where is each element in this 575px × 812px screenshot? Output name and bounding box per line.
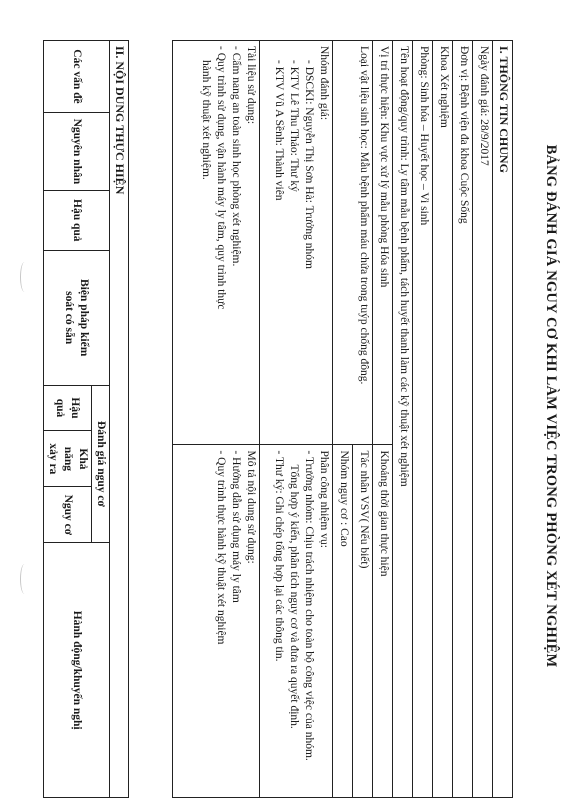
- document-title: BẢNG ĐÁNH GIÁ NGUY CƠ KHI LÀM VIỆC TRONG PHÒNG XÉT NGHIỆM: [543, 144, 559, 668]
- desc-item: - Hướng dẫn sử dụng máy ly tâm: [230, 450, 242, 603]
- assessor-item: - KTV Vũ A Sềnh: Thành viên: [273, 60, 285, 201]
- usage-description: [173, 445, 260, 798]
- doc-item: - Quy trình sử dụng, vận hành máy ly tâm, quy trình thực: [215, 46, 227, 310]
- activity-name: Tên hoạt động/quy trình: Ly tâm mẫu bệnh phẩm, tách huyết thanh làm các kỹ thuật xét nghiệm: [393, 41, 413, 798]
- department-name: Khoa Xét nghiệm: [433, 41, 453, 798]
- duty-item: Tổng hợp ý kiến, phân tích nguy cơ và đưa ra quyết định.: [288, 464, 300, 729]
- risk-group: Nhóm nguy cơ : Cao: [333, 445, 353, 798]
- col-actions: Hành động/khuyến nghị: [44, 543, 110, 798]
- section-1-heading: I. THÔNG TIN CHUNG: [493, 41, 513, 798]
- docs-label: Tài liệu sử dụng:: [245, 46, 257, 125]
- col-controls-line2: soát có sẵn: [63, 291, 76, 345]
- col-causes: Nguyên nhân: [44, 112, 110, 190]
- col-impact: [44, 385, 92, 431]
- doc-item: - Cẩm nang an toàn sinh học phòng xét nghiệm.: [230, 46, 242, 267]
- location: Vị trí thực hiện: Khu vực xử lý mẫu phòng Hóa sinh: [373, 41, 393, 445]
- assessor-item: - KTV Lê Thu Thảo: Thư ký: [288, 60, 300, 192]
- duties-label: Phân công nhiệm vụ:: [318, 450, 330, 548]
- agent-label: Tác nhân VSV( Nếu biết): [353, 445, 373, 798]
- assessors-label: Nhóm đánh giá:: [318, 46, 330, 121]
- col-controls: [44, 250, 110, 385]
- col-controls-line1: Biện pháp kiểm: [78, 278, 91, 357]
- general-info-table: [172, 40, 513, 798]
- duty-assignment: [260, 445, 333, 798]
- assessor-item: - DSCKI: Nguyễn Thị Sơn Hà: Trưởng nhóm: [303, 60, 315, 269]
- col-risk-assessment: Đánh giá nguy cơ: [92, 385, 110, 543]
- time-label: Khoảng thời gian thực hiện: [373, 445, 393, 798]
- col-impact-line2: quả: [54, 398, 67, 418]
- doc-item: hành kỹ thuật xét nghiệm.: [200, 60, 212, 180]
- assessment-team: [260, 41, 333, 445]
- col-impact-line1: Hậu: [69, 397, 82, 419]
- room-name: Phòng: Sinh hóa – Huyết học – Vi sinh: [413, 41, 433, 798]
- desc-item: - Quy trình thực hành kỹ thuật xét nghiệm: [215, 450, 227, 645]
- col-issues: Các vấn đề: [44, 41, 110, 113]
- implementation-table: [43, 40, 129, 798]
- duty-item: - Trưởng nhóm: Chịu trách nhiệm cho toàn bộ công việc của nhóm.: [303, 450, 315, 761]
- col-likelihood-line1: Khả năng: [62, 446, 89, 472]
- section-2-heading: II. NỘI DUNG THỰC HIỆN: [110, 41, 129, 798]
- col-likelihood-line2: xảy ra: [47, 443, 59, 475]
- assessment-date: Ngày đánh giá: 28/9/2017: [473, 41, 493, 798]
- desc-label: Mô tả nội dung sử dụng:: [245, 450, 257, 564]
- col-risk-line1: Nguy cơ: [62, 494, 74, 536]
- unit-name: Đơn vị: Bệnh viện đa khoa Cuộc Sống: [453, 41, 473, 798]
- col-consequences: Hậu quả: [44, 190, 110, 250]
- col-risk: [44, 487, 92, 543]
- reference-documents: [173, 41, 260, 445]
- duty-item: - Thư ký: Ghi chép tổng hợp lại các thông tin.: [273, 450, 285, 662]
- specimen-type: Loại vật liệu sinh học: Mẫu bệnh phẩm máu chứa trong tuýp chống đông.: [333, 41, 373, 445]
- col-likelihood: [44, 431, 92, 487]
